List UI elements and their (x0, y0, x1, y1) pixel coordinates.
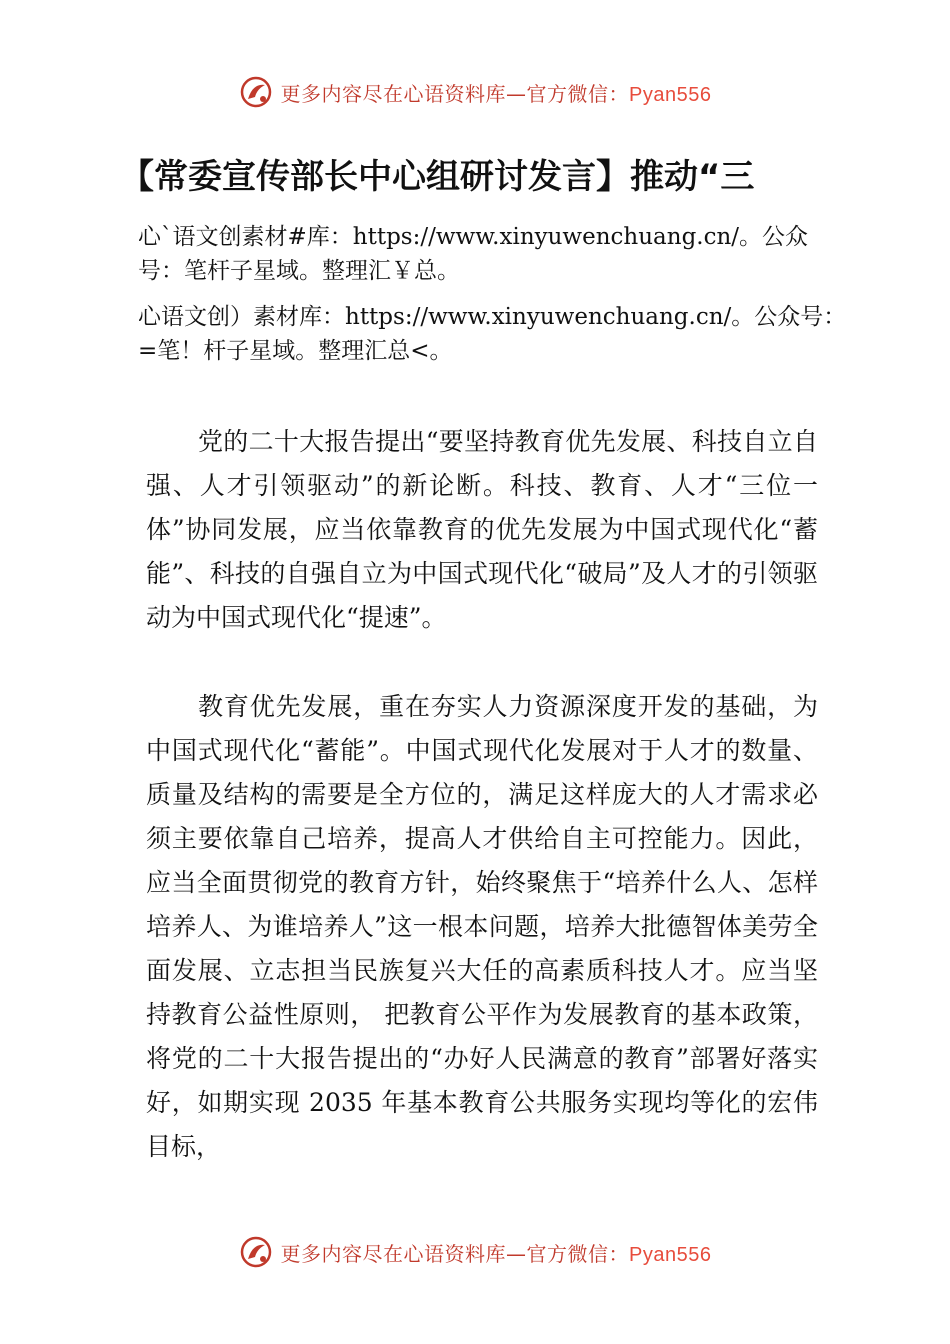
header-banner (0, 72, 950, 112)
banner-wechat-id: Pyan556 (629, 83, 712, 106)
banner-prefix: 更多内容尽在心语资料库—官方微信： (280, 1241, 630, 1266)
banner-text (281, 78, 712, 107)
brand-logo-icon (239, 75, 273, 109)
source-note-1: 心`语文创素材#库：https://www.xinyuwenchuang.cn/。公众号：笔杆子星域。整理汇￥总。 (138, 224, 809, 284)
source-note-2: 心语文创）素材库：https://www.xinyuwenchuang.cn/。公众号：=笔！杆子星域。整理汇总<。 (138, 304, 847, 364)
document-title: 【常委宣传部长中心组研讨发言】推动“三 (120, 157, 755, 197)
footer-banner (0, 1232, 950, 1272)
brand-logo-icon (239, 1235, 273, 1269)
banner-prefix: 更多内容尽在心语资料库—官方微信： (280, 81, 630, 106)
banner-text (281, 1238, 712, 1267)
body-paragraph-1: 党的二十大报告提出“要坚持教育优先发展、科技自立自强、人才引领驱动”的新论断。科技、教育、人才“三位一体”协同发展，应当依靠教育的优先发展为中国式现代化“蓄能”、科技的自强自立为中国式现代化“破局”及人才的引领驱动为中国式现代化“提速”。 (146, 427, 818, 632)
banner-wechat-id: Pyan556 (629, 1243, 712, 1266)
body-paragraph-2: 教育优先发展，重在夯实人力资源深度开发的基础，为中国式现代化“蓄能”。中国式现代化发展对于人才的数量、质量及结构的需要是全方位的，满足这样庞大的人才需求必须主要依靠自己培养，提高人才供给自主可控能力。因此，应当全面贯彻党的教育方针，始终聚焦于“培养什么人、怎样培养人、为谁培养人”这一根本问题，培养大批德智体美劳全面发展、立志担当民族复兴大任的高素质科技人才。应当坚持教育公益性原则， 把教育公平作为发展教育的基本政策，将党的二十大报告提出的“办好人民满意的教育”部署好落实好，如期实现 2035 年基本教育公共服务实现均等化的宏伟目标， (146, 692, 818, 1161)
